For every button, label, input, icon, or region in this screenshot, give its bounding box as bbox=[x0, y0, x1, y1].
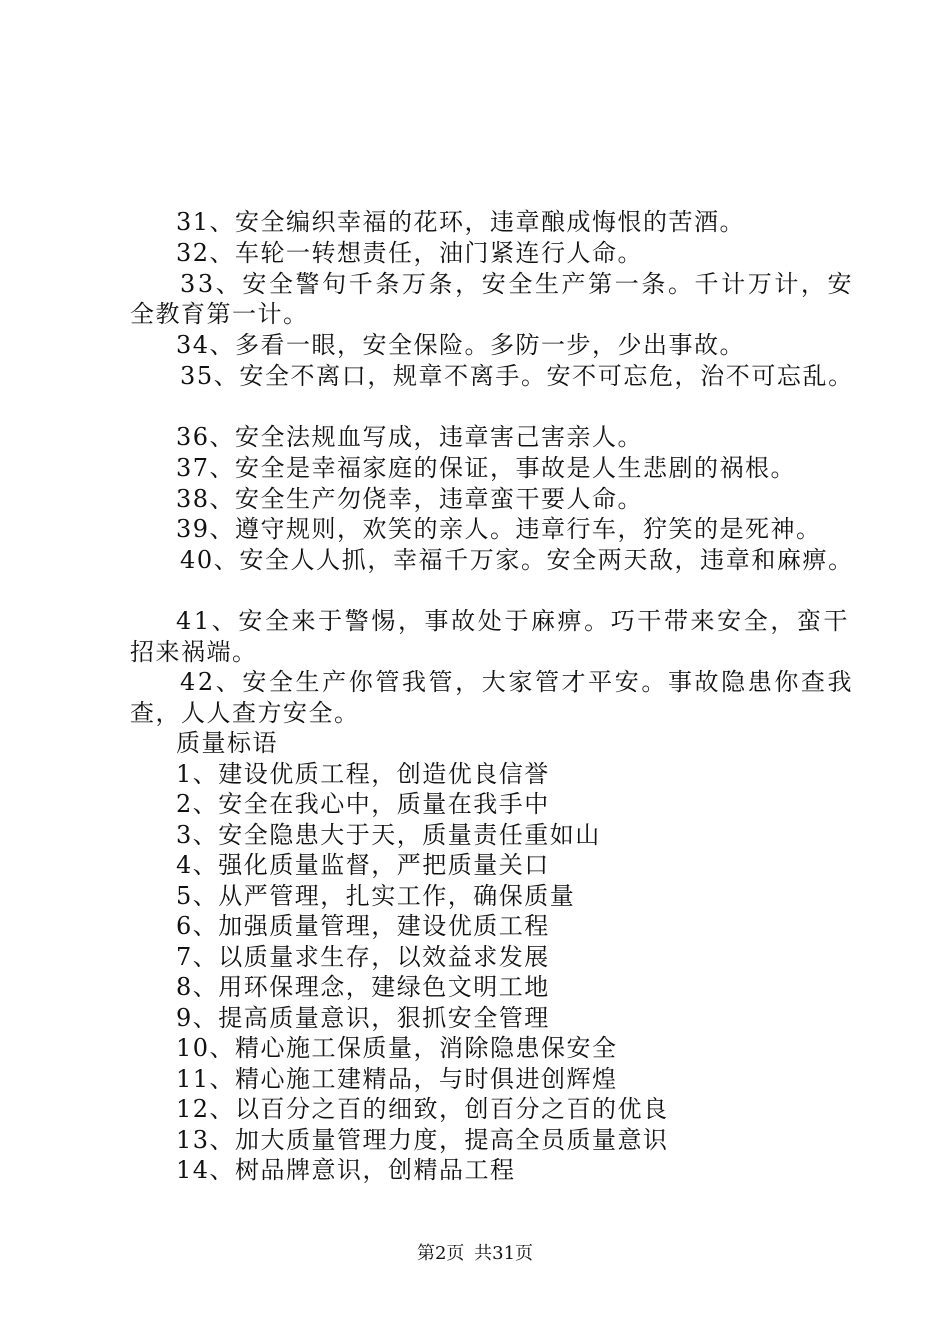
list-item: 11、精心施工建精品，与时俱进创辉煌 bbox=[176, 1065, 618, 1093]
list-item: 2、安全在我心中，质量在我手中 bbox=[176, 790, 550, 818]
text-line: 33、安全警句千条万条，安全生产第一条。千计万计，安 bbox=[180, 270, 855, 298]
section-heading: 质量标语 bbox=[176, 729, 278, 757]
text-line: 36、安全法规血写成，违章害己害亲人。 bbox=[176, 423, 644, 451]
text-line: 31、安全编织幸福的花环，违章酿成悔恨的苦酒。 bbox=[176, 208, 746, 236]
text-line: 42、安全生产你管我管，大家管才平安。事故隐患你查我 bbox=[180, 668, 855, 696]
list-item: 4、强化质量监督，严把质量关口 bbox=[176, 851, 550, 879]
text-line: 32、车轮一转想责任，油门紧连行人命。 bbox=[176, 239, 644, 267]
list-item: 5、从严管理，扎实工作，确保质量 bbox=[176, 882, 576, 910]
text-line: 招来祸端。 bbox=[130, 638, 258, 666]
text-line: 41、安全来于警惕，事故处于麻痹。巧干带来安全，蛮干 bbox=[176, 607, 851, 635]
list-item: 3、安全隐患大于天，质量责任重如山 bbox=[176, 821, 601, 849]
list-item: 14、树品牌意识，创精品工程 bbox=[176, 1156, 516, 1184]
text-line: 38、安全生产勿侥幸，违章蛮干要人命。 bbox=[176, 485, 644, 513]
text-line: 全教育第一计。 bbox=[130, 300, 309, 328]
list-item: 1、建设优质工程，创造优良信誉 bbox=[176, 760, 550, 788]
text-line: 查，人人查方安全。 bbox=[130, 699, 360, 727]
list-item: 7、以质量求生存，以效益求发展 bbox=[176, 943, 550, 971]
list-item: 8、用环保理念，建绿色文明工地 bbox=[176, 973, 550, 1001]
text-line: 34、多看一眼，安全保险。多防一步，少出事故。 bbox=[176, 331, 746, 359]
page-number: 第2页 bbox=[416, 1243, 465, 1264]
page-footer bbox=[0, 1243, 950, 1265]
text-line: 35、安全不离口，规章不离手。安不可忘危，治不可忘乱。 bbox=[180, 362, 854, 390]
text-line: 40、安全人人抓，幸福千万家。安全两天敌，违章和麻痹。 bbox=[180, 546, 854, 574]
list-item: 12、以百分之百的细致，创百分之百的优良 bbox=[176, 1095, 669, 1123]
list-item: 9、提高质量意识，狠抓安全管理 bbox=[176, 1004, 550, 1032]
text-line: 37、安全是幸福家庭的保证，事故是人生悲剧的祸根。 bbox=[176, 454, 797, 482]
list-item: 10、精心施工保质量，消除隐患保安全 bbox=[176, 1034, 618, 1062]
page-total: 共31页 bbox=[474, 1243, 534, 1264]
list-item: 13、加大质量管理力度，提高全员质量意识 bbox=[176, 1126, 669, 1154]
list-item: 6、加强质量管理，建设优质工程 bbox=[176, 912, 550, 940]
text-line: 39、遵守规则，欢笑的亲人。违章行车，狞笑的是死神。 bbox=[176, 515, 822, 543]
